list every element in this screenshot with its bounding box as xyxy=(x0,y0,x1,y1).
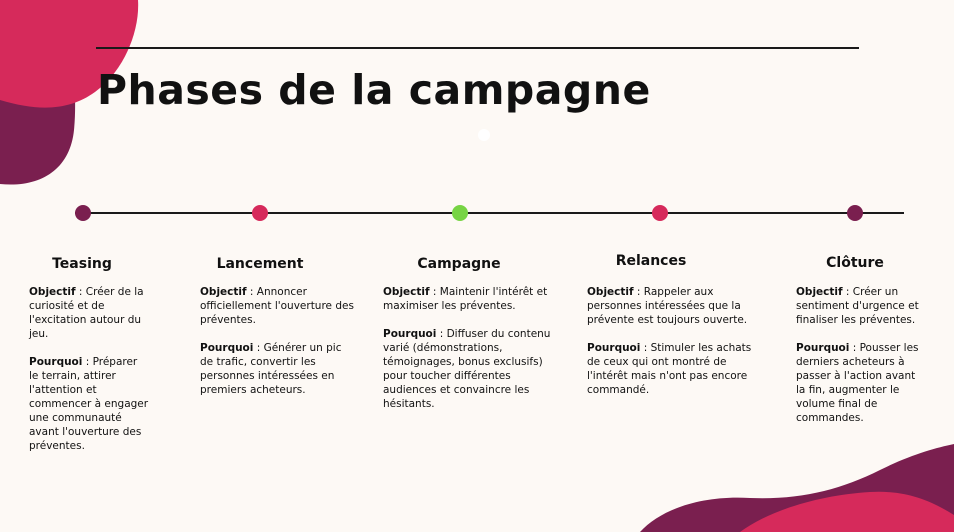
objectif-paragraph xyxy=(796,285,924,327)
timeline-line xyxy=(75,212,904,214)
pourquoi-paragraph xyxy=(587,341,752,397)
phase-title-teasing: Teasing xyxy=(52,256,112,272)
pourquoi-label: Pourquoi xyxy=(796,342,850,354)
pourquoi-text: : Pousser les derniers acheteurs à passer à l'action avant la fin, augmenter le volume final de commandes. xyxy=(796,342,919,424)
objectif-paragraph xyxy=(587,285,752,327)
pourquoi-label: Pourquoi xyxy=(200,342,254,354)
objectif-text: : Maintenir l'intérêt et maximiser les préventes. xyxy=(383,286,548,312)
title-top-rule xyxy=(96,47,859,49)
slide-title: Phases de la campagne xyxy=(97,66,651,114)
phase-body-teasing xyxy=(29,285,149,467)
objectif-label: Objectif xyxy=(29,286,76,298)
objectif-label: Objectif xyxy=(587,286,634,298)
objectif-paragraph xyxy=(29,285,149,341)
pourquoi-paragraph xyxy=(200,341,355,397)
pourquoi-text: : Stimuler les achats de ceux qui ont montré de l'intérêt mais n'ont pas encore commandé. xyxy=(587,342,752,396)
pourquoi-paragraph xyxy=(796,341,924,425)
phase-title-lancement: Lancement xyxy=(216,256,304,272)
objectif-label: Objectif xyxy=(200,286,247,298)
phase-body-campagne xyxy=(383,285,553,425)
objectif-label: Objectif xyxy=(796,286,843,298)
pourquoi-label: Pourquoi xyxy=(29,356,83,368)
objectif-text: : Créer de la curiosité et de l'excitation autour du jeu. xyxy=(29,286,144,340)
pourquoi-label: Pourquoi xyxy=(587,342,641,354)
timeline-dot-cloture xyxy=(847,205,863,221)
pourquoi-label: Pourquoi xyxy=(383,328,437,340)
pourquoi-text: : Préparer le terrain, attirer l'attention et commencer à engager une communauté avant l'ouverture des préventes. xyxy=(29,356,149,452)
decorative-white-dot xyxy=(478,129,490,141)
pourquoi-paragraph xyxy=(383,327,553,411)
pourquoi-paragraph xyxy=(29,355,149,453)
phase-body-relances xyxy=(587,285,752,411)
pourquoi-text: : Générer un pic de trafic, convertir les personnes intéressées en premiers acheteurs. xyxy=(200,342,342,396)
objectif-text: : Annoncer officiellement l'ouverture des préventes. xyxy=(200,286,354,326)
objectif-label: Objectif xyxy=(383,286,430,298)
timeline-dot-relances xyxy=(652,205,668,221)
phase-title-relances: Relances xyxy=(615,253,687,269)
phase-title-campagne: Campagne xyxy=(417,256,501,272)
pourquoi-text: : Diffuser du contenu varié (démonstrations, témoignages, bonus exclusifs) pour toucher différentes audiences et convaincre les hésitants. xyxy=(383,328,551,410)
objectif-text: : Rappeler aux personnes intéressées que la prévente est toujours ouverte. xyxy=(587,286,748,326)
phase-body-cloture xyxy=(796,285,924,439)
timeline-dot-lancement xyxy=(252,205,268,221)
objectif-paragraph xyxy=(200,285,355,327)
timeline-dot-teasing xyxy=(75,205,91,221)
objectif-paragraph xyxy=(383,285,553,313)
objectif-text: : Créer un sentiment d'urgence et finaliser les préventes. xyxy=(796,286,919,326)
bottom-right-decorative-blob xyxy=(620,440,954,532)
timeline-dot-campagne xyxy=(452,205,468,221)
phase-title-cloture: Clôture xyxy=(826,255,884,271)
phase-body-lancement xyxy=(200,285,355,411)
